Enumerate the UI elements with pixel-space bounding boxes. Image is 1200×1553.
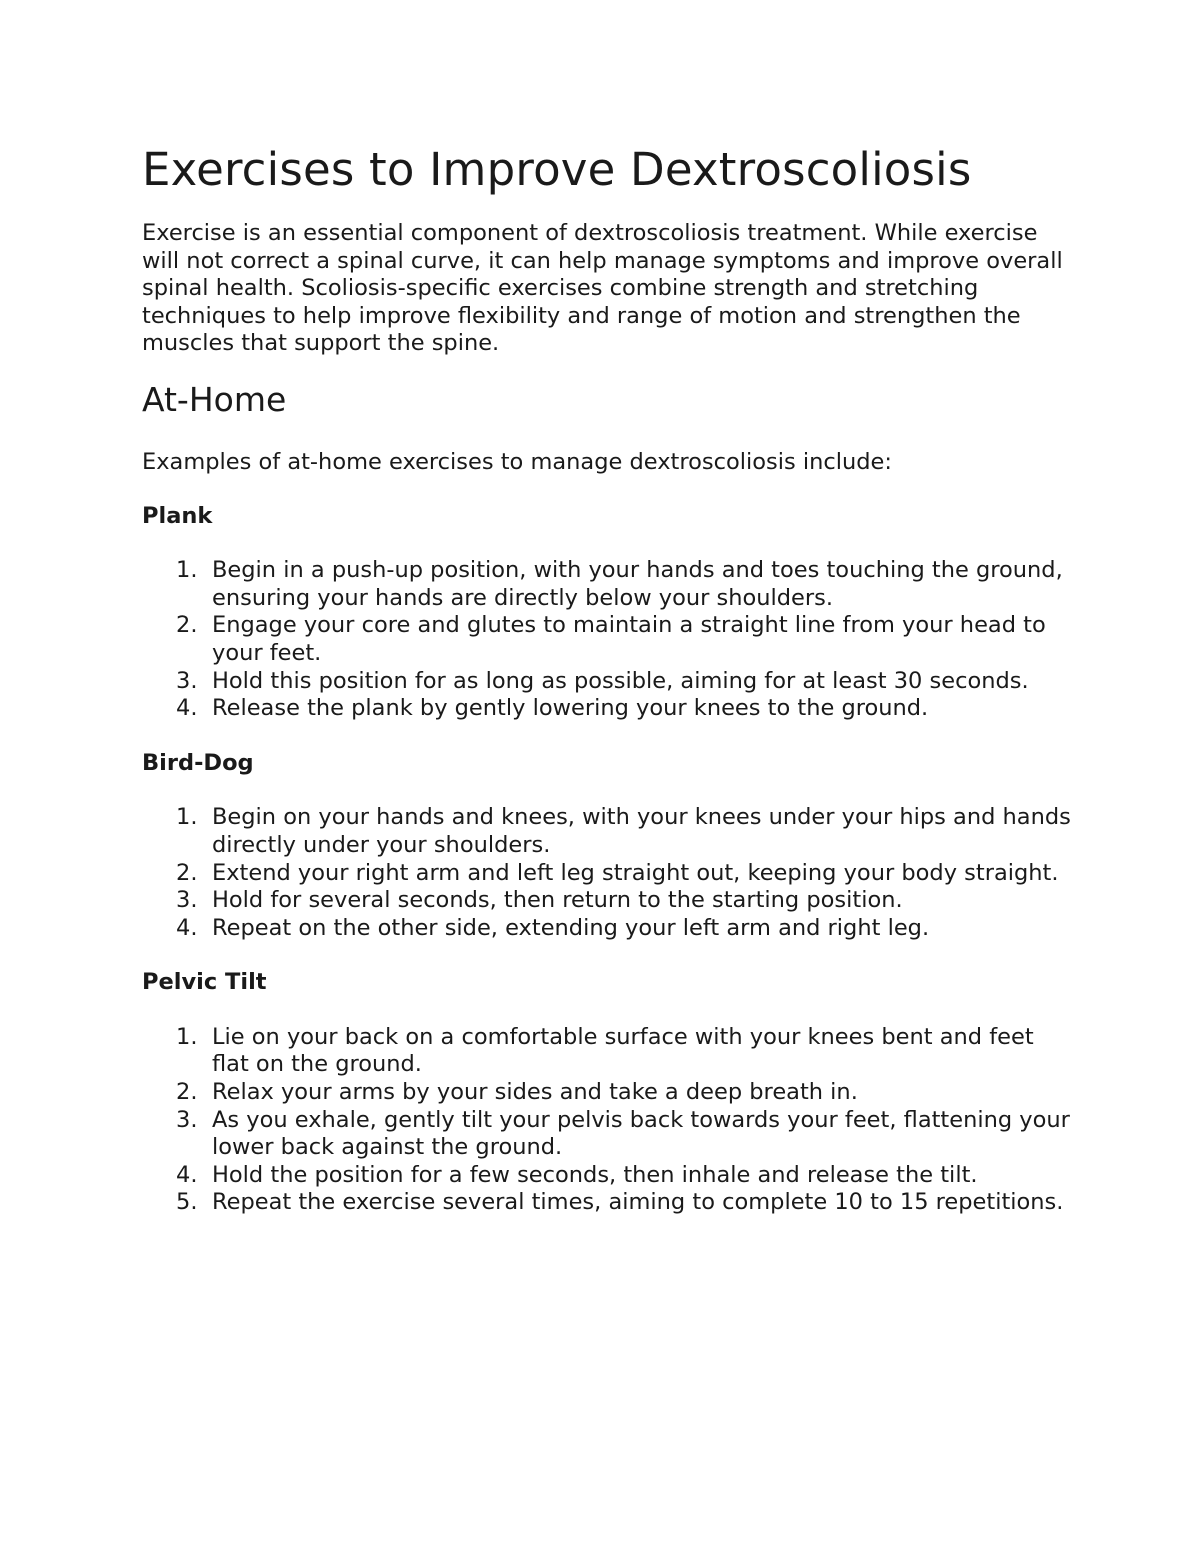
list-item xyxy=(142,695,1072,723)
list-number: 4. xyxy=(176,695,198,722)
list-number: 4. xyxy=(176,914,198,941)
list-item xyxy=(142,1079,1072,1107)
list-item-text: As you exhale, gently tilt your pelvis back towards your feet, flattening your lower back against the ground. xyxy=(212,1106,1070,1161)
list-item-text: Begin on your hands and knees, with your knees under your hips and hands directly under your shoulders. xyxy=(212,804,1071,858)
list-number: 4. xyxy=(176,1161,198,1188)
list-item xyxy=(142,557,1072,612)
list-item xyxy=(142,612,1072,667)
document-page xyxy=(142,140,1072,1244)
list-item xyxy=(142,1107,1072,1162)
list-item xyxy=(142,1189,1072,1217)
list-item-text: Relax your arms by your sides and take a deep breath in. xyxy=(212,1079,858,1106)
exercise-pelvic-tilt xyxy=(142,969,1072,1217)
list-item-text: Hold this position for as long as possible, aiming for at least 30 seconds. xyxy=(212,667,1029,694)
list-number: 3. xyxy=(176,1106,198,1133)
exercise-title: Pelvic Tilt xyxy=(142,969,267,996)
exercise-title: Bird-Dog xyxy=(142,749,254,776)
list-item xyxy=(142,1024,1072,1079)
exercise-steps-list xyxy=(142,557,1072,723)
list-item-text: Release the plank by gently lowering your knees to the ground. xyxy=(212,695,929,722)
list-number: 1. xyxy=(176,1023,198,1050)
list-item xyxy=(142,915,1072,943)
page-title: Exercises to Improve Dextroscoliosis xyxy=(142,143,972,196)
exercise-bird-dog xyxy=(142,750,1072,943)
section-heading: At-Home xyxy=(142,379,287,419)
list-number: 2. xyxy=(176,859,198,886)
list-number: 1. xyxy=(176,804,198,831)
section-lead-paragraph: Examples of at-home exercises to manage dextroscoliosis include: xyxy=(142,448,892,475)
list-number: 3. xyxy=(176,667,198,694)
list-item xyxy=(142,804,1072,859)
list-number: 1. xyxy=(176,557,198,584)
list-item-text: Extend your right arm and left leg straight out, keeping your body straight. xyxy=(212,859,1059,886)
list-number: 3. xyxy=(176,887,198,914)
exercise-steps-list xyxy=(142,804,1072,942)
exercise-steps-list xyxy=(142,1024,1072,1217)
list-item xyxy=(142,1162,1072,1190)
list-number: 2. xyxy=(176,612,198,639)
exercise-title: Plank xyxy=(142,502,213,529)
list-item-text: Hold the position for a few seconds, then inhale and release the tilt. xyxy=(212,1161,978,1188)
exercise-plank xyxy=(142,503,1072,723)
list-item-text: Engage your core and glutes to maintain a straight line from your head to your feet. xyxy=(212,612,1046,666)
list-item-text: Begin in a push-up position, with your hands and toes touching the ground, ensuring your hands are directly below your shoulders. xyxy=(212,557,1063,611)
list-number: 5. xyxy=(176,1189,198,1216)
list-item-text: Lie on your back on a comfortable surface with your knees bent and feet flat on the ground. xyxy=(212,1023,1034,1078)
list-item-text: Repeat the exercise several times, aiming to complete 10 to 15 repetitions. xyxy=(212,1189,1064,1216)
list-item-text: Hold for several seconds, then return to the starting position. xyxy=(212,887,903,914)
list-item xyxy=(142,887,1072,915)
intro-paragraph: Exercise is an essential component of dextroscoliosis treatment. While exercise will not correct a spinal curve, it can help manage symptoms and improve overall spinal health. Scoliosis-specific exercises combine strength and stretching techniques to help improve flexibility and range of motion and strengthen the muscles that support the spine. xyxy=(142,220,1063,357)
list-number: 2. xyxy=(176,1079,198,1106)
list-item xyxy=(142,860,1072,888)
list-item-text: Repeat on the other side, extending your left arm and right leg. xyxy=(212,914,930,941)
list-item xyxy=(142,668,1072,696)
